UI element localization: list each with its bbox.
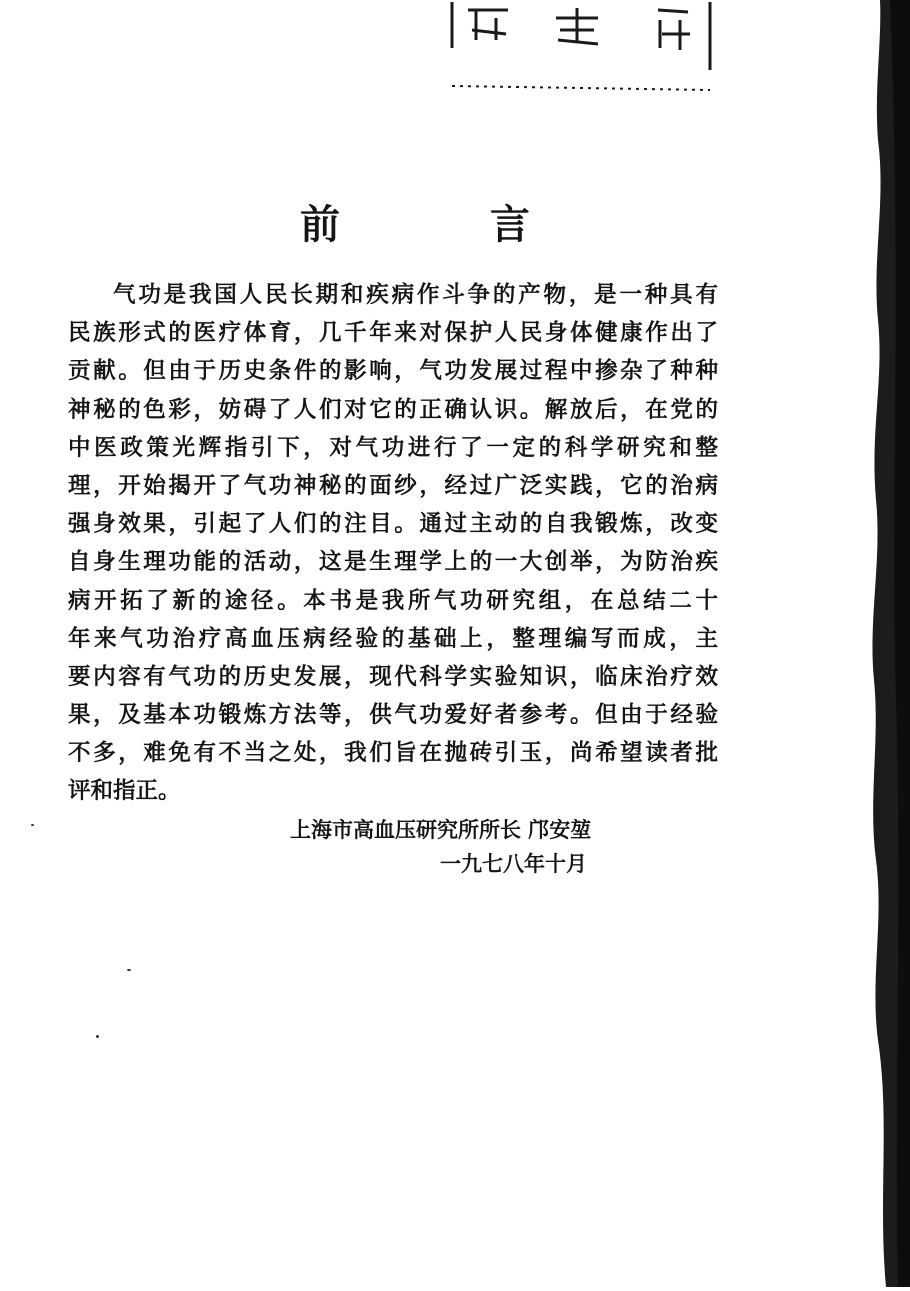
preface-paragraph [68, 276, 718, 811]
author-signature: 上海市高血压研究所所长 邝安堃 [290, 817, 592, 842]
text-line: 病开拓了新的途径。本书是我所气功研究组，在总结二十 [68, 587, 718, 614]
text-line: 自身生理功能的活动，这是生理学上的一大创举，为防治疾 [68, 549, 718, 576]
page-title: 前 言 [300, 201, 598, 248]
text-line: 不多，难免有不当之处，我们旨在抛砖引玉，尚希望读者批 [68, 740, 718, 767]
text-line: 气功是我国人民长期和疾病作斗争的产物，是一种具有 [113, 282, 718, 308]
text-line: 评和指正。 [68, 778, 181, 805]
text-line: 中医政策光辉指引下，对气功进行了一定的科学研究和整 [68, 434, 718, 461]
text-line: 强身效果，引起了人们的注目。通过主动的自我锻炼，改变 [68, 511, 718, 538]
date-line: 一九七八年十月 [440, 851, 587, 876]
text-line: 年来气功治疗高血压病经验的基础上，整理编写而成，主 [68, 625, 718, 652]
text-line: 理，开始揭开了气功神秘的面纱，经过广泛实践，它的治病 [68, 472, 718, 499]
library-stamp [448, 0, 716, 92]
text-line: 民族形式的医疗体育，几千年来对保护人民身体健康作出了 [68, 320, 718, 347]
text-line: 贡献。但由于历史条件的影响，气功发展过程中掺杂了种种 [68, 358, 718, 385]
binding-edge-shadow [820, 0, 910, 1287]
text-line: 要内容有气功的历史发展，现代科学实验知识，临床治疗效 [68, 663, 718, 690]
stamp-mark [448, 0, 716, 92]
scan-speck [127, 969, 131, 971]
text-line: 神秘的色彩，妨碍了人们对它的正确认识。解放后，在党的 [68, 396, 718, 423]
text-line: 果，及基本功锻炼方法等，供气功爱好者参考。但由于经验 [68, 702, 718, 729]
scan-speck [31, 824, 34, 826]
scan-speck [96, 1035, 99, 1038]
